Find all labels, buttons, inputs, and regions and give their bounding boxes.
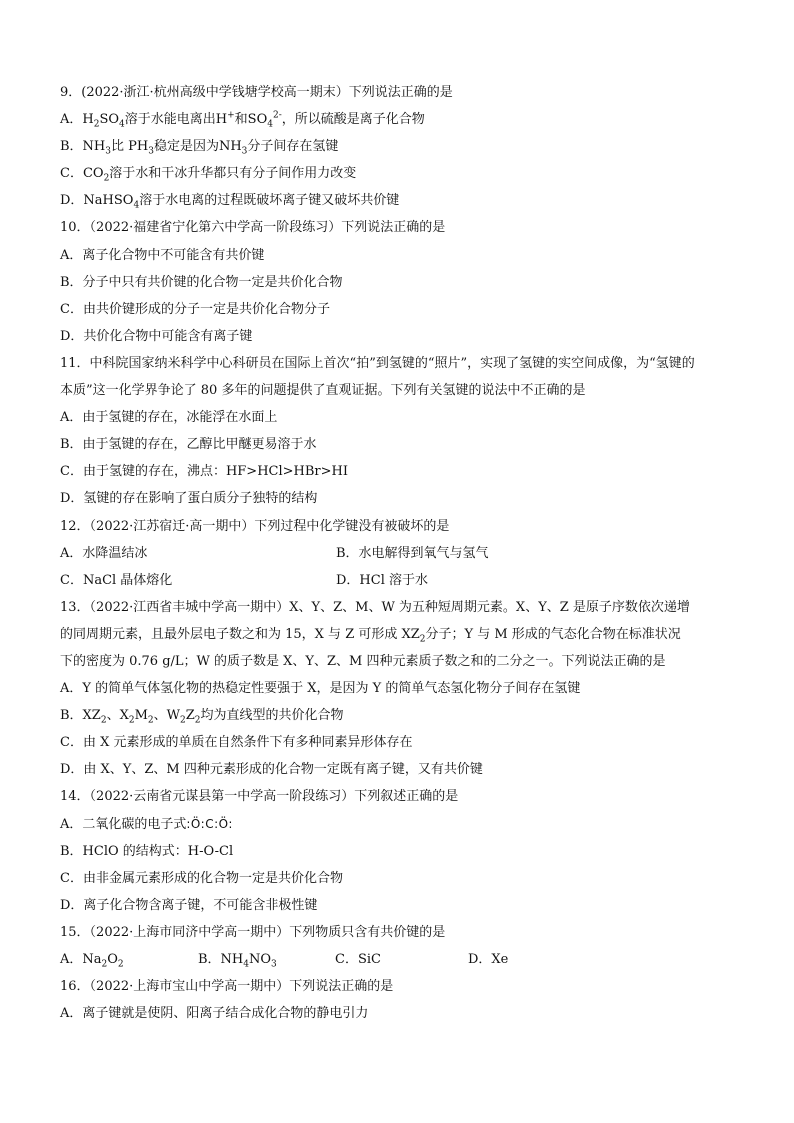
question-13-option-a: A．Y 的简单气体氢化物的热稳定性要强于 X，是因为 Y 的简单气态氢化物分子间存在氢键	[60, 681, 581, 697]
question-9-stem: 9．(2022·浙江·杭州高级中学钱塘学校高一期末）下列说法正确的是	[60, 85, 453, 100]
question-13-stem-line-3: 下的密度为 0.76 g/L；W 的质子数是 X、Y、Z、M 四种元素质子数之和的二分之一。下列说法正确的是	[60, 653, 666, 669]
question-12-option-c: C．NaCl 晶体熔化	[60, 572, 173, 588]
question-12-stem: 12．（2022·江苏宿迁·高一期中）下列过程中化学键没有被破坏的是	[60, 518, 450, 534]
question-10-option-a: A．离子化合物中不可能含有共价键	[60, 247, 265, 263]
question-11-option-b: B．由于氢键的存在，乙醇比甲醚更易溶于水	[60, 437, 317, 453]
question-15-options-row	[60, 946, 740, 973]
question-15-stem: 15．（2022·上海市同济中学高一期中）下列物质只含有共价键的是	[60, 924, 446, 940]
question-9-option-d: D．NaHSO$_4$溶于水电离的过程既破坏离子键又破坏共价键	[60, 193, 400, 211]
question-15-option-a: A．$Na_2O_2$	[60, 952, 124, 970]
question-12-options-row-1	[60, 540, 740, 567]
question-11-option-d: D．氢键的存在影响了蛋白质分子独特的结构	[60, 491, 318, 507]
question-12-options-row-2	[60, 567, 740, 594]
question-13-option-b: B．$XZ_2$、$X_2M_2$、$W_2Z_2$均为直线型的共价化合物	[60, 708, 344, 726]
question-13-option-c: C．由 X 元素形成的单质在自然条件下有多种同素异形体存在	[60, 735, 413, 751]
question-9-option-a: A．$H_2SO_4$溶于水能电离出H+和$SO_4^{2-}$，所以硫酸是离子化合物	[60, 110, 425, 130]
question-14-option-c: C．由非金属元素形成的化合物一定是共价化合物	[60, 870, 343, 886]
question-14-option-b: B．HClO 的结构式：H-O-Cl	[60, 843, 234, 859]
question-10-option-b: B．分子中只有共价键的化合物一定是共价化合物	[60, 274, 343, 290]
question-11-stem-line-2: 本质”这一化学界争论了 80 多年的问题提供了直观证据。下列有关氢键的说法中不正确的是	[60, 383, 586, 399]
question-16-option-a: A．离子键就是使阴、阳离子结合成化合物的静电引力	[60, 1006, 369, 1022]
question-12-option-a: A．水降温结冰	[60, 545, 148, 561]
question-10-option-d: D．共价化合物中可能含有离子键	[60, 328, 253, 344]
question-11-option-a: A．由于氢键的存在，冰能浮在水面上	[60, 410, 278, 426]
question-11-option-c: C．由于氢键的存在，沸点：HF>HCl>HBr>HI	[60, 464, 348, 480]
question-15-option-c: C．SiC	[335, 952, 381, 967]
question-14-option-d: D．离子化合物含离子键，不可能含非极性键	[60, 897, 318, 913]
question-15-option-d: D．Xe	[468, 952, 509, 967]
question-10-stem: 10．（2022·福建省宁化第六中学高一阶段练习）下列说法正确的是	[60, 220, 446, 236]
question-12-option-b: B．水电解得到氧气与氢气	[336, 545, 489, 561]
question-list	[60, 79, 740, 1027]
question-14-option-a: A．二氧化碳的电子式:Ö:C:Ö:	[60, 816, 233, 832]
question-13-stem-line-2: 的同周期元素，且最外层电子数之和为 15，X 与 Z 可形成 $XZ_2$分子；Y 与 M 形成的气态化合物在标准状况	[60, 626, 681, 645]
question-14-stem: 14．（2022·云南省元谋县第一中学高一阶段练习）下列叙述正确的是	[60, 789, 459, 805]
question-10-option-c: C．由共价键形成的分子一定是共价化合物分子	[60, 301, 330, 317]
question-11-stem-line-1: 11．中科院国家纳米科学中心科研员在国际上首次“拍”到氢键的“照片”，实现了氢键的实空间成像，为“氢键的	[60, 355, 695, 371]
question-9-option-c: C．$CO_2$溶于水和干冰升华都只有分子间作用力改变	[60, 166, 357, 184]
question-9-option-b: B．$NH_3$比 $PH_3$稳定是因为$NH_3$分子间存在氢键	[60, 139, 339, 157]
question-15-option-b: B．$NH_4NO_3$	[198, 952, 277, 970]
question-13-option-d: D．由 X、Y、Z、M 四种元素形成的化合物一定既有离子键，又有共价键	[60, 762, 483, 778]
question-12-option-d: D．HCl 溶于水	[336, 572, 428, 588]
question-13-stem-line-1: 13．（2022·江西省丰城中学高一期中）X、Y、Z、M、W 为五种短周期元素。X、Y、Z 是原子序数依次递增	[60, 599, 690, 615]
question-16-stem: 16．（2022·上海市宝山中学高一期中）下列说法正确的是	[60, 979, 394, 995]
